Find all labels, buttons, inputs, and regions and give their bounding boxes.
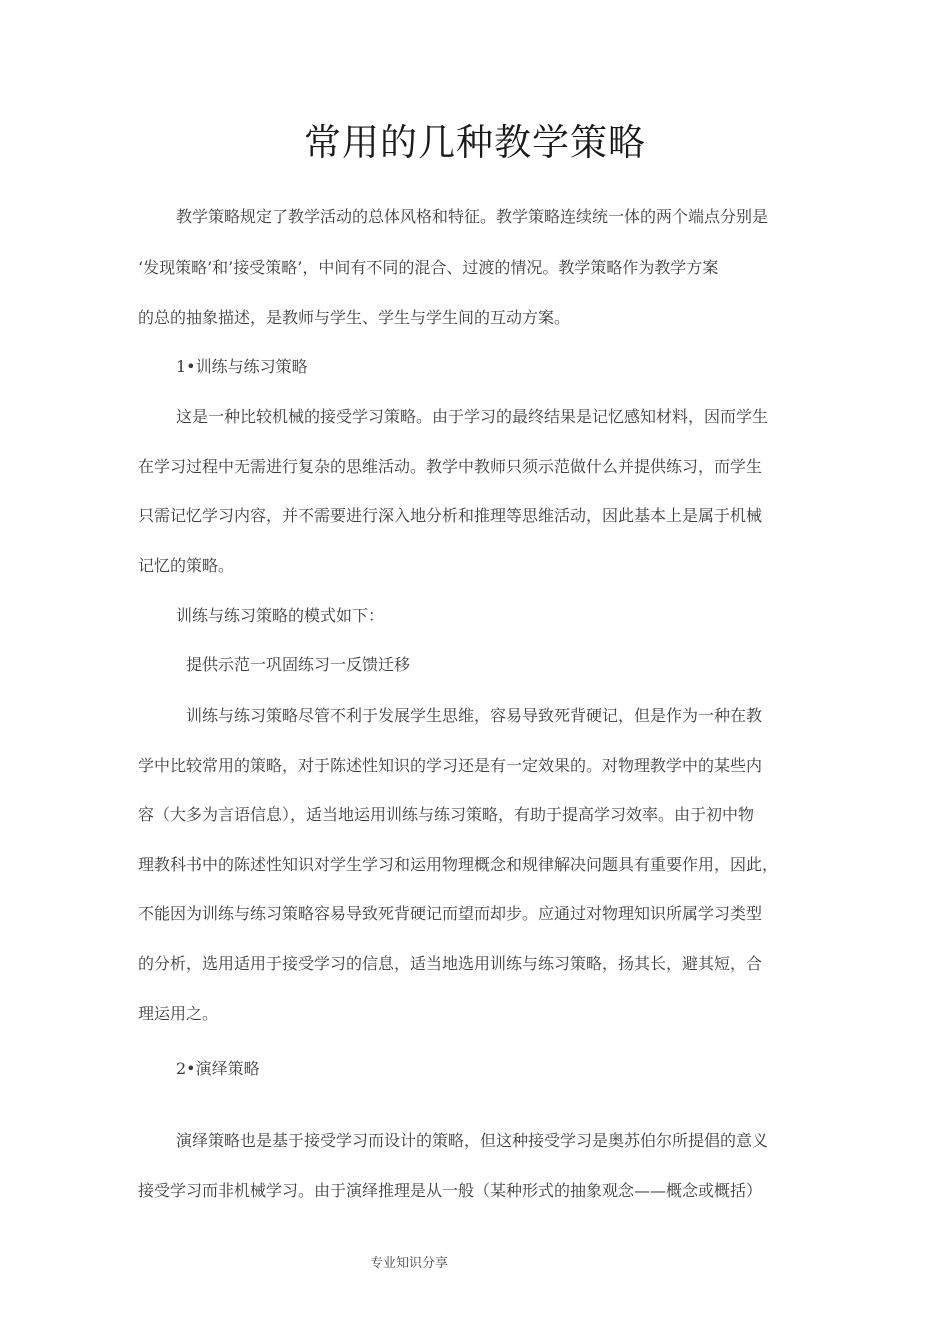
section-heading: 2•演绎策略 <box>176 1059 260 1078</box>
paragraph-line: 训练与练习策略尽管不利于发展学生思维，容易导致死背硬记，但是作为一种在教 <box>186 706 763 725</box>
paragraph-line: 容（大多为言语信息），适当地运用训练与练习策略，有助于提高学习效率。由于初中物 <box>138 805 755 824</box>
model-formula: 提供示范一巩固练习一反馈迁移 <box>186 655 411 674</box>
paragraph-line: 在学习过程中无需进行复杂的思维活动。教学中教师只须示范做什么并提供练习，而学生 <box>138 457 763 476</box>
page-title: 常用的几种教学策略 <box>304 121 646 164</box>
paragraph-line: 记忆的策略。 <box>138 556 235 575</box>
paragraph-line: ‘发现策略’和’接受策略’，中间有不同的混合、过渡的情况。教学策略作为教学方案 <box>138 258 719 277</box>
paragraph-line: 的分析，选用适用于接受学习的信息，适当地选用训练与练习策略，扬其长，避其短，合 <box>138 954 763 973</box>
paragraph-line: 理教科书中的陈述性知识对学生学习和运用物理概念和规律解决问题具有重要作用，因此， <box>138 855 779 874</box>
paragraph-line: 理运用之。 <box>138 1004 219 1023</box>
paragraph-line: 学中比较常用的策略，对于陈述性知识的学习还是有一定效果的。对物理教学中的某些内 <box>138 756 763 775</box>
paragraph-line: 的总的抽象描述，是教师与学生、学生与学生间的互动方案。 <box>138 308 571 327</box>
paragraph-line: 这是一种比较机械的接受学习策略。由于学习的最终结果是记忆感知材料，因而学生 <box>176 407 769 426</box>
paragraph-line: 只需记忆学习内容，并不需要进行深入地分析和推理等思维活动，因此基本上是属于机械 <box>138 506 763 525</box>
paragraph-line: 不能因为训练与练习策略容易导致死背硬记而望而却步。应通过对物理知识所属学习类型 <box>138 904 763 923</box>
paragraph-line: 教学策略规定了教学活动的总体风格和特征。教学策略连续统一体的两个端点分别是 <box>176 207 769 226</box>
section-heading: 1•训练与练习策略 <box>176 357 308 376</box>
paragraph-line: 训练与练习策略的模式如下： <box>176 606 385 625</box>
paragraph-line: 演绎策略也是基于接受学习而设计的策略，但这种接受学习是奥苏伯尔所提倡的意义 <box>176 1131 769 1150</box>
page-footer: 专业知识分享 <box>370 1256 449 1271</box>
paragraph-line: 接受学习而非机械学习。由于演绎推理是从一般（某种形式的抽象观念——概念或概括） <box>138 1181 763 1200</box>
